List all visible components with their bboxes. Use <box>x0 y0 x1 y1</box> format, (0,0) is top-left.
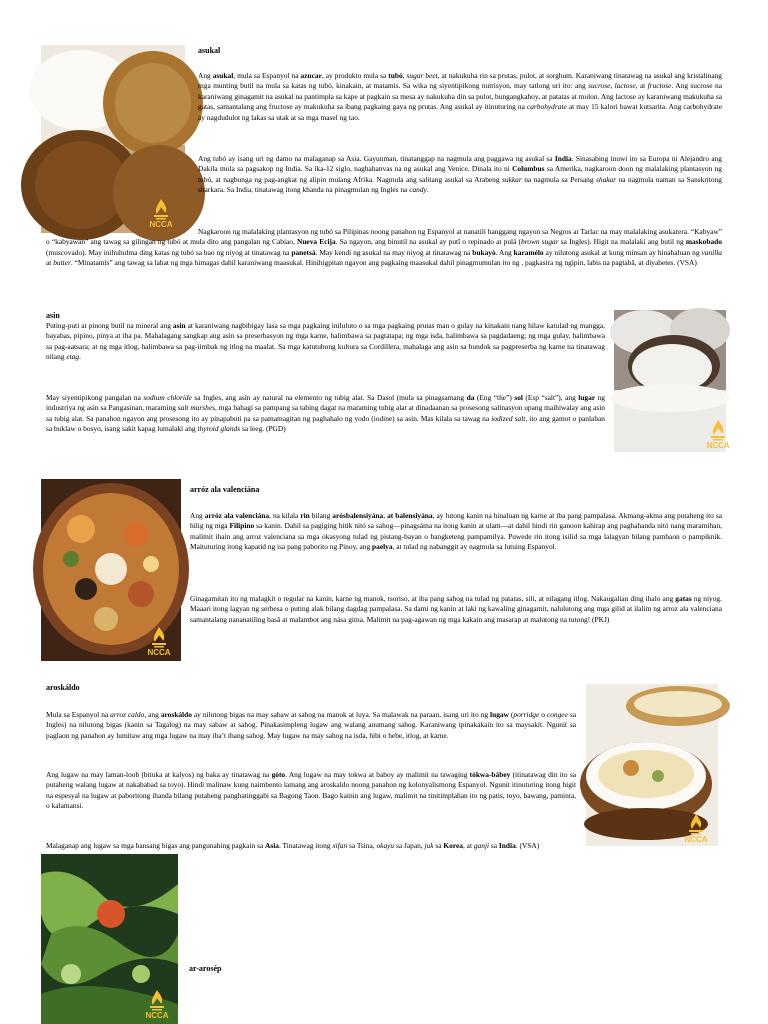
entry-title-aroskaldo: aroskáldo <box>46 683 80 692</box>
ncca-logo <box>698 419 738 450</box>
sugar-image <box>41 45 185 233</box>
ncca-logo <box>676 813 716 844</box>
arroz-paragraph-1: Ang arróz ala valenciána, na kilala rin bilang arósbalensiyána, at balensiyána, ay lutong kanin na hinaluan ng karne at iba pang pampalasa. Akmang-akma ang putaheng ito sa hilig ng mga Filipino sa kanin. Dahil sa pagiging hitik nitó sa sahog—pinagsáma na itong kanin at ulam—at dahil hindi rin ganoon kahirap ang paghahanda nitó nang maramihan, malimit ihain ang arroz valenciana sa mga okasyong tulad ng pistang-bayan o bangketeng pampamilya. Puwede rin itong isilid sa mga lalagyan bilang pambaon o pampiknik. Maituturing itong kapatid ng isa pang paborito ng Pinoy, ang paelya, at tulad ng nabanggit ay nagmula sa lutuing Espanyol. <box>190 511 723 552</box>
ncca-logo-text: NCCA <box>145 1011 169 1020</box>
asukal-paragraph-2: Ang tubó ay isang uri ng damo na malaganap sa Asia. Gayunman, tinatanggap na nagmula ang paggawa ng asukal sa India. Sinasabing inuwi ito sa Europa ni Alejandro ang Dakila mula sa pagsakop ng India. Sa ika-12 siglo, naghahanvas na ng asukal ang Venice. Dinala ito ni Columbus sa Amerika, nagkaroon doon ng malalaking plantasyon ng tubó, at nagbunga ng pag-angkat ng alipin mulang Afrika. Nagmula ang salitang asukal sa Arabeng sukkar na nagmula sa Persang shakar na nagmula naman sa Sanskritong sharkara. Sa India, tinatawag itong khanda na pinagmulan ng Ingles na candy. <box>198 154 722 195</box>
aroskaldo-paragraph-2: Ang lugaw na may laman-loob (bituka at kalyos) ng baka ay tinatawag na góto. Ang lugaw na may tokwa at baboy ay malimit na tawagíng tókwa-bábey (itinatawag din ito sa putaheng walang lugaw at nakababad sa toyo). Hindi malinaw kung naimbento lamang ang aroskaldo noong panahon ng kolonyalismong Espanyol. Ngunit itinuturing itong higit na espesyal na lugaw at paboritong ihanda bilang putaheng panghatinggabi sa Bagong Taon. Bago kainin ang lugaw, malimit na tinitimplahan ito ng patis, toyo, bawang, paminta, o kalamansi. <box>46 770 576 811</box>
salt-image <box>614 310 730 452</box>
aroskaldo-paragraph-3: Malaganap ang lugaw sa mga bansang bigas ang pangunahing pagkain sa Asia. Tinatawag itong xifan sa Tsina, okayu sa Japan, juk sa Korea, at ganji sa India. (VSA) <box>46 841 540 850</box>
asukal-paragraph-1: Ang asukal, mula sa Espanyol na azucar, ay produkto mula sa tubó, sugar beet, at nakukuha rin sa prutas, pulot, at sorghum. Karaniwang tinatawag na asukal ang kristalinang mga munting butil na mula sa katas ng tubó, kinakain, at matamis. Sa wika ng siyentipikong nutrisyon, may tatlong uri ito: ang sucrose, lactose, at fructose. Ang sucrose na karaniwang ginagamit na asukal na pantimpla sa kape at pagkain sa mesa ay nakukuha din sa pulot, bungangkahoy, at patatas at mulon. Ang lactose ay karaniwang makukuha sa gatas, samantalang ang fructose ay makukuha sa ibang pagkaing gaya ng prutas. Ang asukal ay itinuturing na carbohydrate at may 15 kalori bawat kutsarita. Ang carbohydrate ay nagdudulot ng lakas sa utak at sa mga masel ng tao. <box>198 71 722 122</box>
flame-icon <box>686 813 706 835</box>
ncca-logo-text: NCCA <box>706 441 730 450</box>
aroskaldo-paragraph-1: Mula sa Espanyol na arroz caldo, ang aroskáldo ay nilutong bigas na may sabaw at sahog na manok at luya. Sa malawak na paraan, isang uri ito ng lugaw (porridge o congee sa Ingles) na nilutong bigas (kanin sa Tagalog) na may sabaw at sahog. Pinakasimpleng lugaw ang walang anumang sahog. Karaniwang ipinakakain ito sa maysakít. Ngunit sa paglaon ng panahon ay lumitaw ang mga lugaw na may iba’t ibang sahog. May lugaw na may sahog na isda, hibi o hebe, itlog, at karne. <box>46 710 577 740</box>
ncca-logo-text: NCCA <box>684 835 708 844</box>
flame-icon <box>708 419 728 441</box>
ncca-logo <box>141 198 181 229</box>
arroz-paragraph-2: Ginagamitan ito ng malagkít o regular na kanin, karne ng manok, tsoriso, at iba pang sahog na tulad ng patatas, sili, at nilagang itlog. Nakaugalian ding ihalo ang gatas ng niyog. Maaari itong lagyan ng serbesa o puting alak bilang dagdag pampalasa. Sa dami ng kanin at laki ng kawaling ginagamit, nalulutong ang mga gilid at ilalim ng arroz ala valenciana samantalang nananatiling basâ at malambot ang nása gitna. Malimit na pag-agawan ng mga kakain ang masarap at malutong na tutong! (PKJ) <box>190 594 722 624</box>
entry-title-ar-arosep: ar-arosép <box>189 964 222 973</box>
aroskaldo-image <box>586 684 718 846</box>
flame-icon <box>151 198 171 220</box>
asukal-paragraph-3: Nagkaroon ng malalaking plantasyon ng tubó sa Pilipinas noong panahon ng Espanyol at nanatili hanggang ngayon sa Negros at Tarlac na may malalaking asukarera. “Kabyaw” o “kabyawan” ang tawag sa gilingan ng tubó at mula dito ang pangalan ng Cabiao, Nueva Ecija. Sa ngayon, ang binutil na asukal ay putî o repinado at pulá (brown sugar sa Ingles). Higit na malalaki ang butil ng maskobado (muscovado). May inihuhulma ding katas ng tubó sa bao ng niyog at tinatawag na panetsá. May kendi ng asukal na may niyog at tinatawag na bukayò. Ang karamélo ay nilutong asukal at kung minsan ay hinahaluan ng vanilla at butter. “Minatamis” ang tawag sa lahat ng mga himagas dahil karaniwang maasukal. Hinihigpitan ngayon ang pagkaing maasukal dahil pinagmumulan ito ng , pagkasira ng ngipin, labis na pagtabâ, at diyabetes. (VSA) <box>46 227 722 268</box>
ncca-logo <box>139 626 179 657</box>
ncca-logo <box>137 989 177 1020</box>
ncca-logo-text: NCCA <box>147 648 171 657</box>
ar-arosep-image <box>41 854 178 1024</box>
entry-title-asukal: asukal <box>198 46 221 55</box>
entry-title-arroz-valenciana: arróz ala valenciána <box>190 485 260 494</box>
flame-icon <box>149 626 169 648</box>
arroz-valenciana-image <box>41 479 181 661</box>
asin-paragraph-1: Puting-puti at pinong butil na mineral ang asin at karaniwang nagbibigay lasa sa mga pagkaing iniluluto o sa mga pagkaing prutas man o gulay na kinakain nang hilaw katulad ng mangga, bayabas, pipino, pinya at iba pa. Mahalagang sangkap ang asin sa preserbasyon ng mga karne, halimbawa sa pagtatapa; ng mga isda, halimbawa sa pagdadaeng; ng mga gulay, halimbawa sa pag-aatsara; at ng mga itlog, halimbawa sa pag-iimbak ng itlog na maalat. Sa mga katutubong kultura sa Cordillera, mahalaga ang asin sa bundok sa pagpreserba ng karne na tinatawag nilang etag. <box>46 321 605 362</box>
entry-title-asin: asin <box>46 311 60 320</box>
ncca-logo-text: NCCA <box>149 220 173 229</box>
flame-icon <box>147 989 167 1011</box>
asin-paragraph-2: May siyentipikong pangalan na sodium chloride sa Ingles, ang asin ay natural na elemento ng tubig alat. Sa Dasol (mula sa pinagsamang da (Eng “the”) sol (Esp “salt”), ang lugar ng industriya ng asin sa Pangasinan, maraming salt marshes, mga bahagi sa pampang sa tabing dagat na maraming tubig alat at dinadaanan sa prosesong salinasyon upang maihiwalay ang asin sa tubig alat. Sa panahon ngayon ang prosesong ito ay pinapabuti pa sa pamamagitan ng paghahalo ng yodo (iodine) sa asin. Mas kilala sa tawag na iodized salt, ito ang gamot o panlaban sa buklaw o bosyo, isang sakit kapag lumalaki ang thyroid glands sa leeg. (PGD) <box>46 393 605 434</box>
